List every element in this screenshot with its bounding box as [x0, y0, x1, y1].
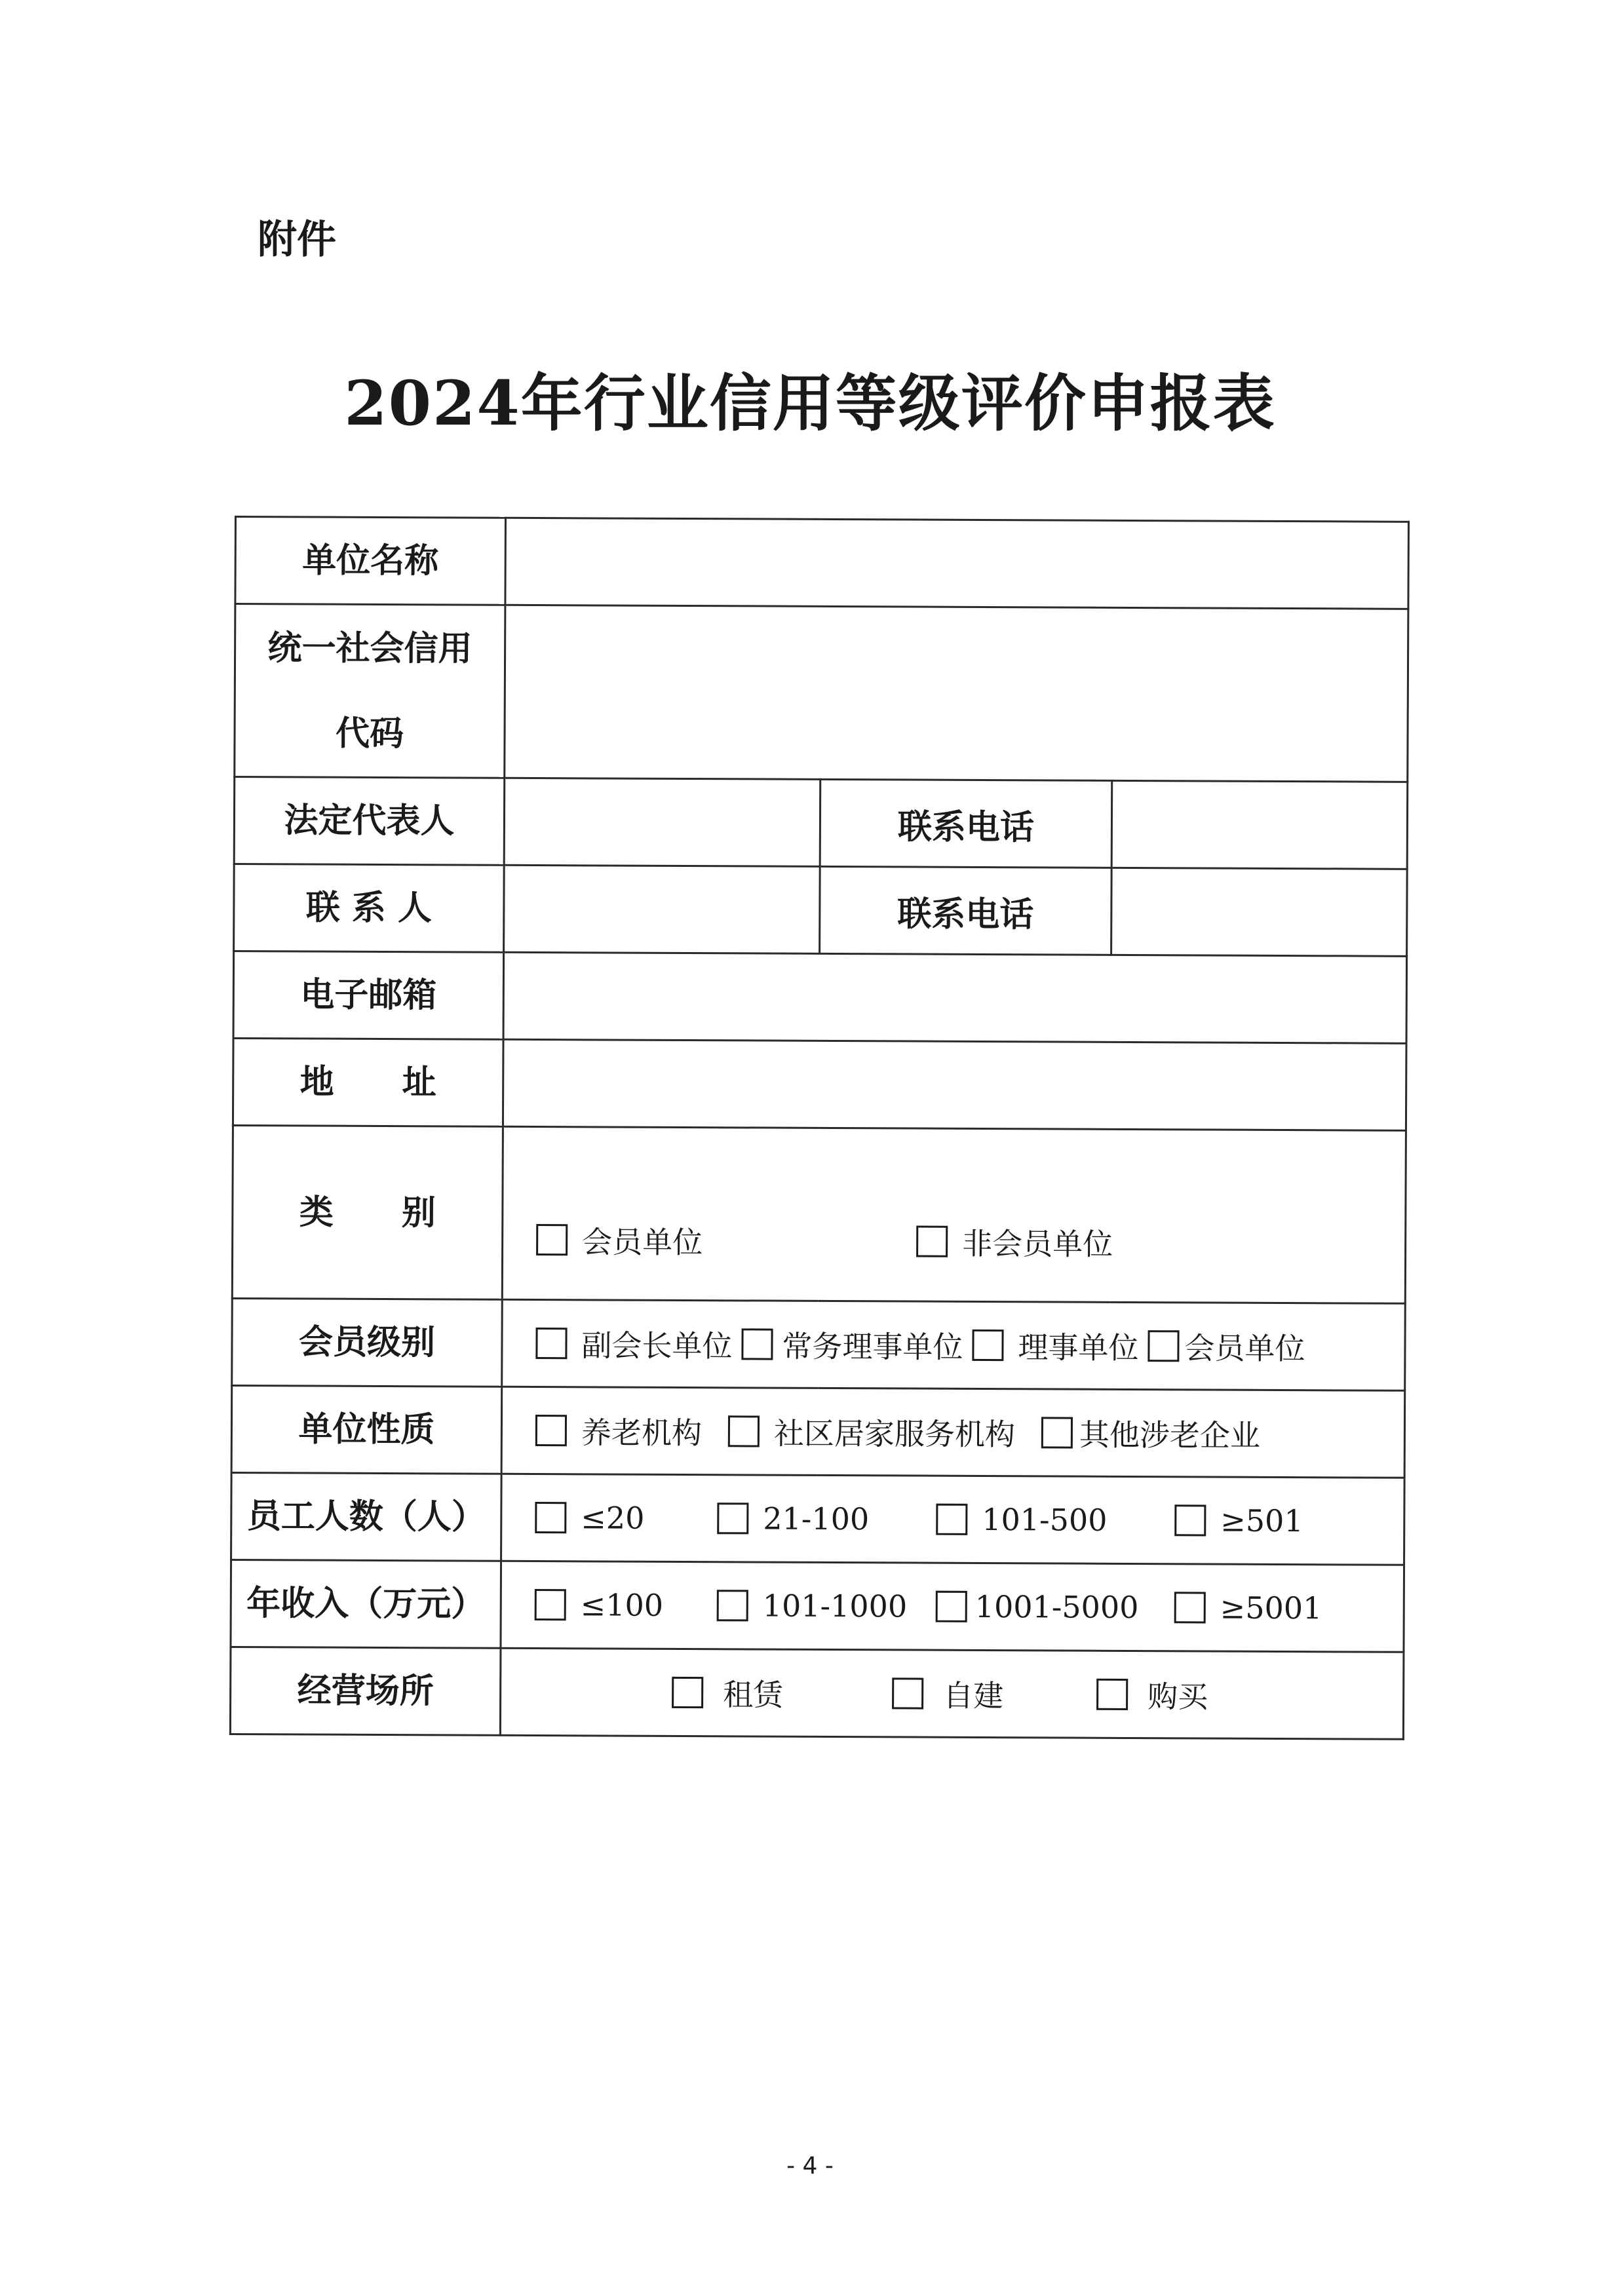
contact-phone-label: 联系电话 — [820, 866, 1112, 955]
checkbox-icon[interactable] — [1148, 1330, 1179, 1362]
row-legal-rep — [234, 777, 1408, 870]
checkbox-icon[interactable] — [717, 1502, 748, 1534]
member-level-option-vice-president[interactable] — [535, 1322, 732, 1366]
premises-option-self-built[interactable] — [892, 1672, 1096, 1715]
option-label: 社区居家服务机构 — [773, 1415, 1016, 1453]
member-level-label: 会员级别 — [232, 1298, 503, 1387]
email-field[interactable] — [503, 952, 1407, 1043]
row-staff-count — [231, 1472, 1405, 1565]
row-address — [233, 1038, 1406, 1130]
member-level-options — [502, 1299, 1406, 1390]
checkbox-icon[interactable] — [916, 1225, 948, 1257]
legal-rep-field[interactable] — [504, 778, 820, 866]
credit-code-label-line2: 代码 — [335, 714, 404, 754]
member-level-option-director[interactable] — [972, 1324, 1138, 1368]
row-contact — [234, 864, 1408, 957]
checkbox-icon[interactable] — [741, 1328, 773, 1360]
row-member-level — [232, 1298, 1406, 1390]
address-label: 地 址 — [233, 1038, 503, 1126]
annual-income-label: 年收入（万元） — [231, 1559, 501, 1648]
checkbox-icon[interactable] — [535, 1502, 566, 1533]
staff-count-label: 员工人数（人） — [231, 1472, 502, 1561]
staff-count-option-4[interactable] — [1174, 1502, 1303, 1539]
option-label: 养老机构 — [581, 1415, 703, 1451]
checkbox-icon[interactable] — [936, 1591, 967, 1622]
option-label: 101-500 — [982, 1501, 1108, 1538]
attachment-label: 附件 — [258, 217, 336, 263]
option-label: 会员单位 — [1184, 1330, 1305, 1367]
contact-field[interactable] — [504, 865, 820, 953]
unit-nature-option-community-service[interactable] — [728, 1409, 1015, 1454]
address-field[interactable] — [503, 1039, 1406, 1130]
option-label: 理事单位 — [1018, 1330, 1139, 1366]
legal-rep-phone-label: 联系电话 — [820, 779, 1112, 868]
option-label: ≤20 — [581, 1500, 645, 1536]
checkbox-icon[interactable] — [536, 1224, 568, 1255]
option-label: 21-100 — [763, 1501, 870, 1537]
unit-nature-options — [501, 1387, 1405, 1478]
category-option-member[interactable] — [536, 1218, 916, 1263]
category-option-non-member[interactable] — [916, 1219, 1113, 1263]
staff-count-option-2[interactable] — [717, 1501, 936, 1537]
checkbox-icon[interactable] — [1041, 1417, 1073, 1448]
credit-code-label — [235, 604, 505, 778]
premises-options — [500, 1648, 1404, 1739]
checkbox-icon[interactable] — [535, 1328, 567, 1359]
staff-count-options — [501, 1474, 1405, 1565]
member-level-option-executive-director[interactable] — [741, 1322, 963, 1366]
legal-rep-label: 法定代表人 — [234, 777, 505, 866]
option-label: 1001-5000 — [974, 1588, 1139, 1626]
option-label: 购买 — [1148, 1679, 1208, 1715]
annual-income-option-2[interactable] — [717, 1588, 936, 1624]
checkbox-icon[interactable] — [972, 1330, 1003, 1361]
option-label: ≥501 — [1220, 1502, 1303, 1539]
option-label: 非会员单位 — [962, 1225, 1113, 1262]
credit-code-label-line1: 统一社会信用 — [267, 628, 473, 669]
checkbox-icon[interactable] — [1096, 1679, 1128, 1710]
annual-income-option-1[interactable] — [535, 1587, 717, 1623]
premises-option-rent[interactable] — [672, 1671, 892, 1715]
unit-name-field[interactable] — [505, 518, 1409, 609]
checkbox-icon[interactable] — [1174, 1592, 1206, 1623]
option-label: 会员单位 — [582, 1223, 703, 1260]
checkbox-icon[interactable] — [936, 1504, 967, 1535]
option-label: 副会长单位 — [581, 1328, 733, 1364]
annual-income-option-3[interactable] — [936, 1589, 1174, 1626]
category-label: 类 别 — [232, 1125, 503, 1299]
form-title: 2024年行业信用等级评价申报表 — [344, 368, 1276, 440]
member-level-option-member[interactable] — [1148, 1324, 1305, 1368]
unit-nature-option-other[interactable] — [1041, 1411, 1260, 1455]
application-form-table — [229, 516, 1410, 1740]
unit-nature-label: 单位性质 — [231, 1385, 502, 1474]
checkbox-icon[interactable] — [672, 1677, 703, 1708]
unit-name-label: 单位名称 — [235, 517, 506, 605]
legal-rep-phone-field[interactable] — [1111, 780, 1408, 869]
annual-income-option-4[interactable] — [1174, 1590, 1322, 1626]
option-label: ≤100 — [580, 1587, 664, 1623]
row-annual-income — [231, 1559, 1404, 1652]
contact-label: 联 系 人 — [234, 864, 505, 953]
row-credit-code — [235, 604, 1408, 782]
row-unit-nature — [231, 1385, 1405, 1478]
row-category — [232, 1125, 1406, 1303]
annual-income-options — [501, 1561, 1404, 1652]
row-unit-name — [235, 517, 1409, 609]
option-label: 常务理事单位 — [782, 1328, 963, 1365]
category-options — [502, 1126, 1406, 1303]
option-label: 自建 — [943, 1677, 1004, 1714]
email-label: 电子邮箱 — [233, 951, 504, 1040]
row-premises — [230, 1647, 1404, 1739]
checkbox-icon[interactable] — [717, 1590, 748, 1621]
checkbox-icon[interactable] — [1174, 1504, 1206, 1536]
page-number: - 4 - — [786, 2152, 834, 2179]
checkbox-icon[interactable] — [535, 1415, 567, 1446]
option-label: 101-1000 — [762, 1588, 908, 1624]
row-email — [233, 951, 1407, 1044]
staff-count-option-1[interactable] — [535, 1500, 717, 1536]
contact-phone-field[interactable] — [1111, 868, 1408, 956]
checkbox-icon[interactable] — [535, 1589, 566, 1620]
option-label: 其他涉老企业 — [1079, 1417, 1261, 1453]
premises-label: 经营场所 — [230, 1647, 501, 1735]
unit-nature-option-elderly-institution[interactable] — [535, 1409, 702, 1453]
staff-count-option-3[interactable] — [936, 1502, 1174, 1539]
option-label: ≥5001 — [1220, 1590, 1322, 1626]
checkbox-icon[interactable] — [892, 1677, 923, 1709]
option-label: 租赁 — [723, 1677, 784, 1713]
checkbox-icon[interactable] — [728, 1415, 760, 1447]
credit-code-field[interactable] — [505, 605, 1408, 782]
premises-option-purchase[interactable] — [1096, 1673, 1208, 1717]
